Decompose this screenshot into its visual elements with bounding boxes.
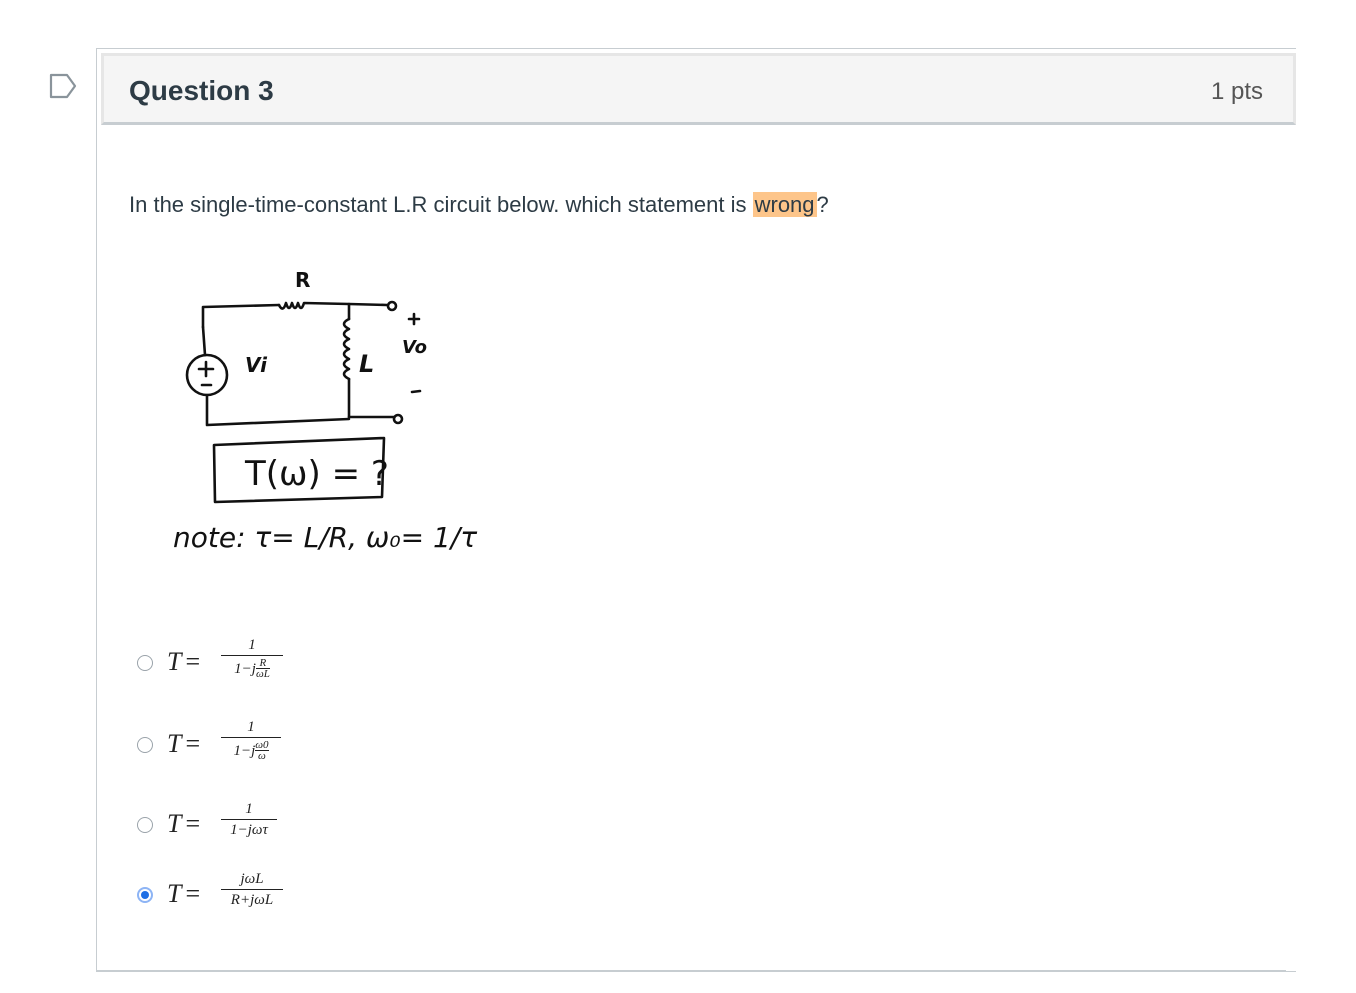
output-label: Vo (402, 337, 427, 358)
answer-option-c[interactable] (133, 791, 433, 851)
source-label: Vi (245, 353, 267, 377)
question-text-before: In the single-time-constant L.R circuit below. which statement is (129, 192, 753, 217)
card-bottom-border (96, 970, 1286, 971)
radio-button[interactable] (137, 655, 153, 671)
question-title: Question 3 (129, 75, 274, 106)
answer-fraction: jωL R+jωL (221, 871, 283, 908)
transfer-function-label: T(ω) = ? (245, 454, 389, 494)
resistor-label: R (295, 268, 311, 292)
answer-lhs: T = (167, 809, 201, 838)
radio-button[interactable] (137, 817, 153, 833)
answer-option-a[interactable] (133, 629, 433, 689)
answer-option-b[interactable] (133, 711, 433, 771)
answer-lhs: T = (167, 879, 201, 908)
radio-button[interactable] (137, 737, 153, 753)
radio-button-selected[interactable] (137, 887, 153, 903)
note-label: note: τ= L/R, ω₀= 1/τ (173, 521, 478, 554)
question-text-after: ? (816, 192, 829, 217)
answer-option-d[interactable] (133, 861, 433, 921)
answer-fraction: 1 1−jωτ (221, 801, 277, 838)
highlighted-word: wrong (754, 192, 815, 217)
inductor-label: L (359, 350, 375, 378)
question-card (96, 48, 1296, 972)
answer-lhs: T = (167, 647, 201, 676)
answer-lhs: T = (167, 729, 201, 758)
flag-question-icon[interactable] (48, 72, 78, 100)
answer-fraction: 1 $1-j\frac{R}{\omega L}$ (221, 637, 283, 679)
answer-fraction: 1 $1-j\frac{\omega 0}{\omega}$ (221, 719, 281, 761)
question-points: 1 pts (1210, 78, 1263, 105)
question-header (101, 53, 1296, 125)
circuit-diagram (169, 267, 489, 572)
question-text (129, 192, 829, 218)
